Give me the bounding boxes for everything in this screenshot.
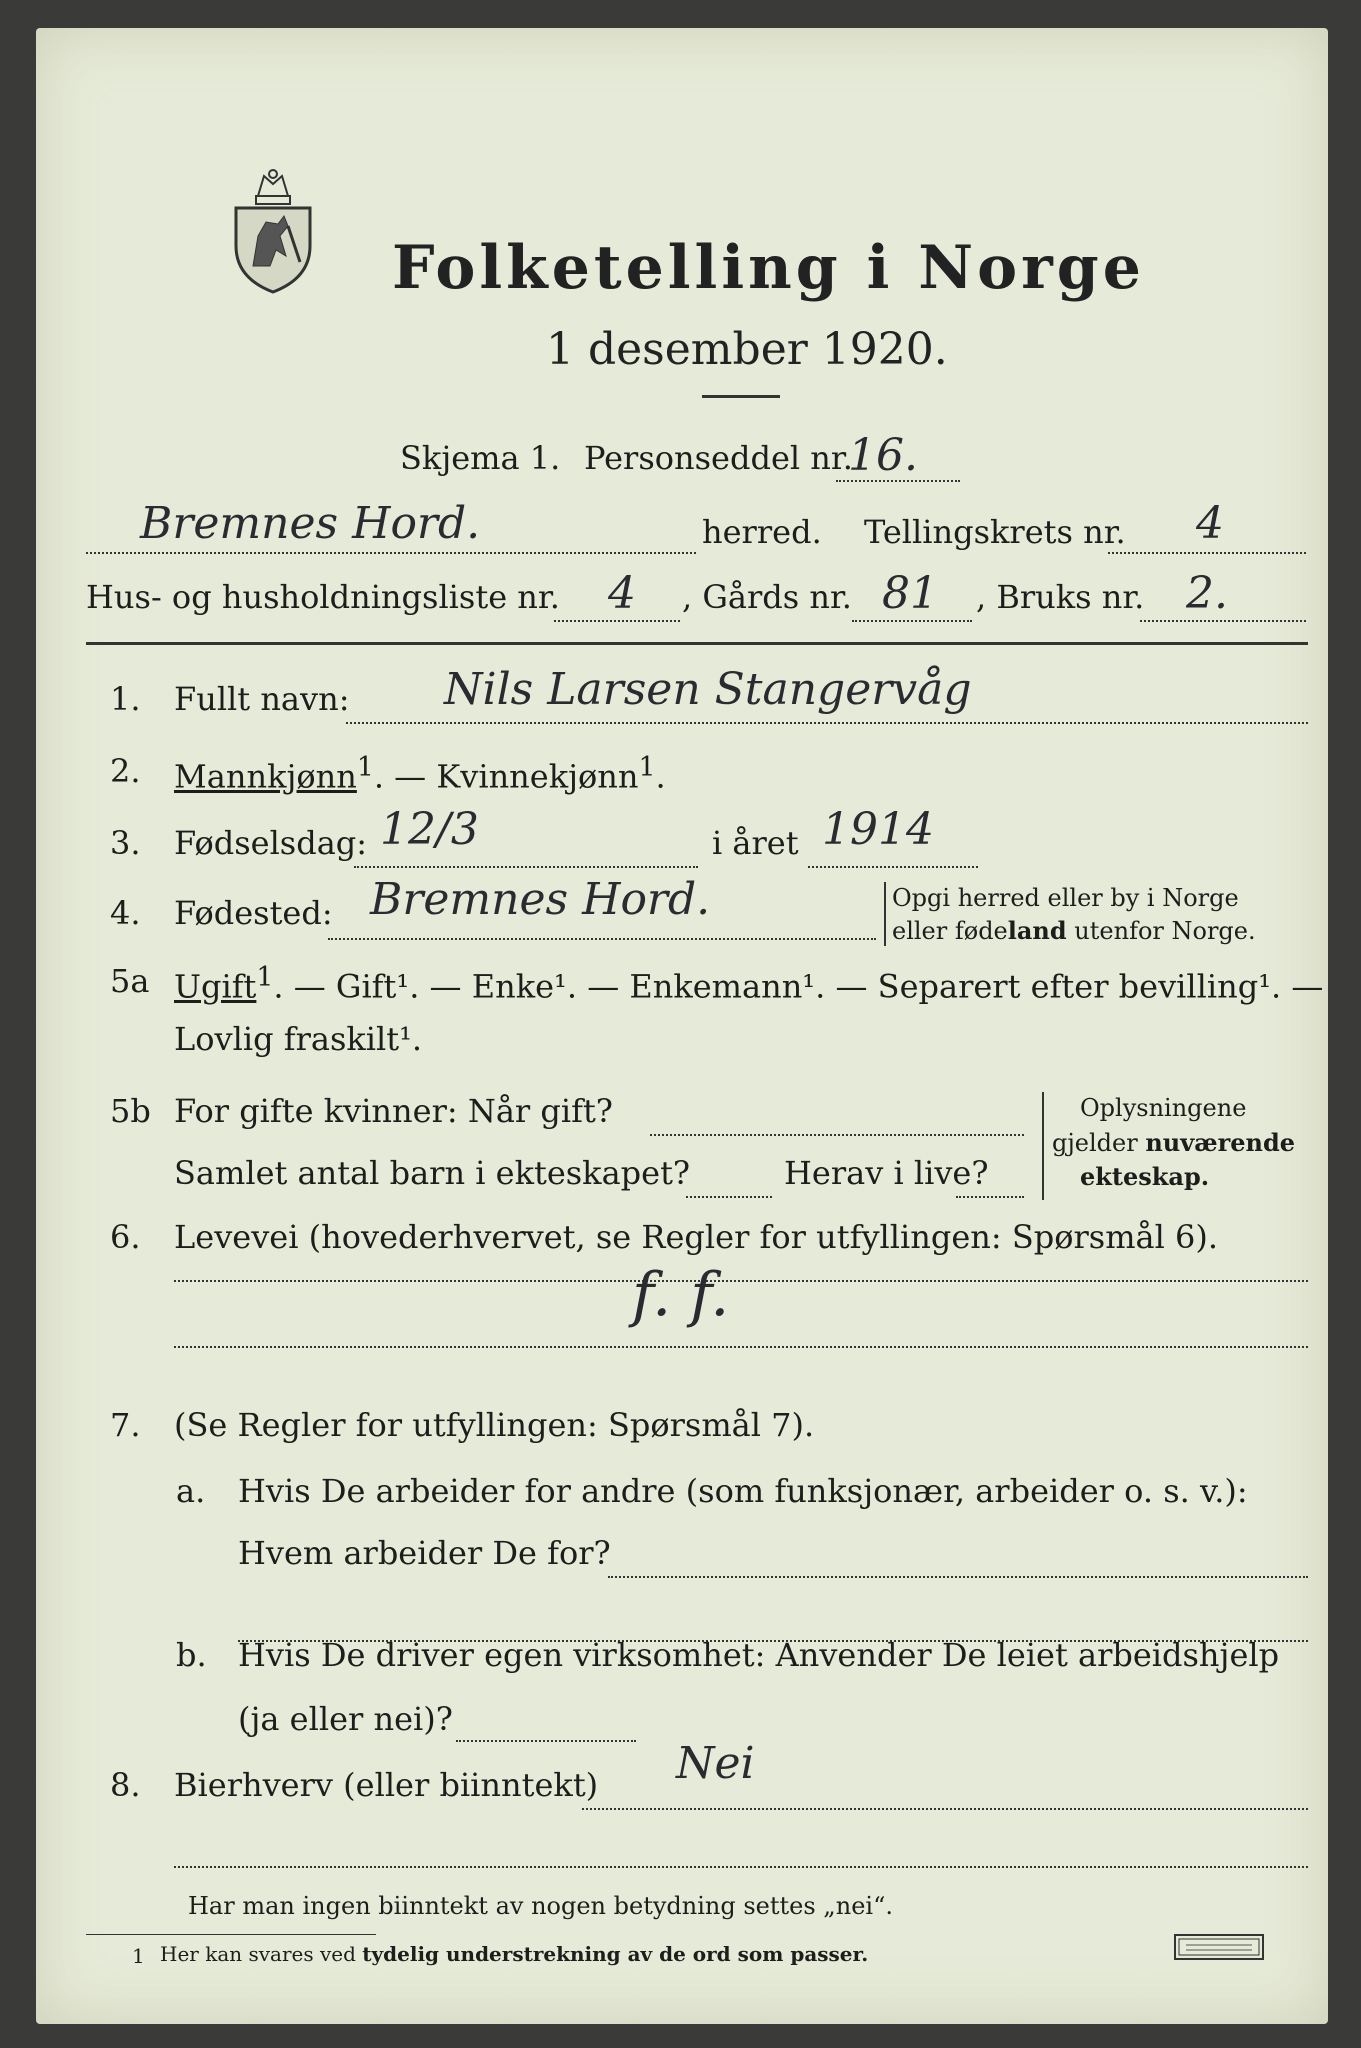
gards-field-line [852, 620, 972, 622]
q6-field-line-1 [174, 1280, 1308, 1282]
q5b-alive-label: Herav i live? [784, 1154, 989, 1192]
tellingskrets-field-line [1108, 552, 1306, 554]
q5b-alive-field-line [956, 1196, 1024, 1198]
footnote-marker: 1 [132, 1944, 145, 1968]
gards-value[interactable]: 81 [882, 568, 938, 619]
form-title: Folketelling i Norge [392, 233, 1145, 303]
husholdningsliste-field-line [554, 620, 680, 622]
personseddel-value[interactable]: 16. [848, 430, 918, 481]
form-date: 1 desember 1920. [546, 324, 948, 375]
q1-number: 1. [110, 680, 141, 718]
q6-number: 6. [110, 1218, 141, 1256]
gards-label: , Gårds nr. [682, 578, 852, 616]
q8-label: Bierhverv (eller biinntekt) [174, 1766, 599, 1804]
q5b-note-line2: gjelder nuværende [1052, 1128, 1296, 1157]
q7b-yes-no-label: (ja eller nei)? [238, 1700, 453, 1738]
q8-side-income-value[interactable]: Nei [676, 1738, 755, 1789]
q5a-number: 5a [110, 962, 150, 1000]
q7b-field-line [456, 1740, 636, 1742]
q5a-ugift-option[interactable]: Ugift [174, 967, 257, 1006]
q4-field-line [328, 938, 876, 940]
herred-field-line [86, 552, 696, 554]
herred-value[interactable]: Bremnes Hord. [140, 498, 481, 549]
q7-label: (Se Regler for utfyllingen: Spørsmål 7). [174, 1406, 815, 1444]
q5b-number: 5b [110, 1092, 151, 1130]
q5b-note-brace [1042, 1092, 1044, 1200]
skjema-label: Skjema 1. [400, 439, 561, 477]
q4-note-line1: Opgi herred eller by i Norge [892, 884, 1239, 912]
q5b-married-label: For gifte kvinner: Når gift? [174, 1092, 613, 1130]
q3-year-label: i året [712, 824, 799, 862]
q8-note: Har man ingen biinntekt av nogen betydning settes „nei“. [188, 1892, 893, 1920]
q8-field-line-2 [174, 1866, 1308, 1868]
q4-note-brace [884, 882, 886, 946]
q3-field-line [354, 866, 698, 868]
norwegian-coat-of-arms-icon [228, 166, 318, 296]
printer-stamp-icon [1174, 1934, 1264, 1960]
q2-kvinnekjonn-option[interactable]: . — Kvinnekjønn [373, 757, 639, 796]
q2-sex-options: Mannkjønn$^1$. — Kvinnekjønn$^1$. [174, 752, 666, 796]
q4-birthplace-value[interactable]: Bremnes Hord. [370, 874, 711, 925]
bruks-value[interactable]: 2. [1186, 568, 1228, 619]
q3-number: 3. [110, 824, 141, 862]
q6-field-line-2 [174, 1346, 1308, 1348]
q5a-fraskilt-option[interactable]: Lovlig fraskilt¹. [174, 1020, 423, 1058]
q5a-marital-options: Ugift$^1$. — Gift¹. — Enke¹. — Enkemann¹. — Separert efter bevilling¹. — [174, 962, 1324, 1006]
title-divider [702, 395, 780, 398]
q4-note-line2: eller fødeland utenfor Norge. [892, 916, 1256, 945]
husholdningsliste-value[interactable]: 4 [608, 568, 636, 619]
q8-field-line [582, 1808, 1308, 1810]
q8-number: 8. [110, 1766, 141, 1804]
q5b-note-line1: Oplysningene [1080, 1094, 1247, 1122]
q5b-note-line3: ekteskap. [1080, 1162, 1210, 1191]
q7b-letter: b. [176, 1636, 207, 1674]
q5b-children-label: Samlet antal barn i ekteskapet? [174, 1154, 691, 1192]
q4-label: Fødested: [174, 894, 333, 932]
q3-year-field-line [808, 866, 978, 868]
q7a-employer-field-line [608, 1576, 1308, 1578]
q5b-married-field-line [650, 1134, 1024, 1136]
personseddel-label: Personseddel nr. [584, 439, 853, 477]
q5b-children-field-line [686, 1196, 772, 1198]
header-divider [86, 642, 1308, 645]
footnote-text: Her kan svares ved tydelig understrekning av de ord som passer. [160, 1942, 869, 1966]
q6-occupation-value[interactable]: f. f. [632, 1260, 730, 1330]
q7a-employer-label: Hvem arbeider De for? [238, 1534, 611, 1572]
tellingskrets-label: Tellingskrets nr. [864, 513, 1126, 551]
q7-number: 7. [110, 1406, 141, 1444]
q6-label: Levevei (hovederhvervet, se Regler for utfyllingen: Spørsmål 6). [174, 1218, 1219, 1256]
tellingskrets-value[interactable]: 4 [1196, 498, 1224, 549]
q7b-question: Hvis De driver egen virksomhet: Anvender De leiet arbeidshjelp [238, 1636, 1280, 1674]
bruks-label: , Bruks nr. [976, 578, 1145, 616]
q1-field-line [346, 722, 1308, 724]
bruks-field-line [1140, 620, 1306, 622]
husholdningsliste-label: Hus- og husholdningsliste nr. [86, 578, 560, 616]
q2-mannkjonn-option[interactable]: Mannkjønn [174, 757, 357, 796]
q7a-question: Hvis De arbeider for andre (som funksjonær, arbeider o. s. v.): [238, 1472, 1248, 1510]
q1-full-name-value[interactable]: Nils Larsen Stangervåg [444, 664, 972, 715]
q7a-letter: a. [176, 1472, 206, 1510]
footnote-divider [86, 1934, 376, 1935]
q3-birthday-value[interactable]: 12/3 [380, 804, 479, 855]
census-form-sheet [36, 28, 1328, 2024]
q1-label: Fullt navn: [174, 680, 350, 718]
q3-label: Fødselsdag: [174, 824, 368, 862]
q4-number: 4. [110, 894, 141, 932]
q2-number: 2. [110, 752, 141, 790]
herred-label: herred. [702, 513, 822, 551]
q3-year-value[interactable]: 1914 [822, 804, 934, 855]
